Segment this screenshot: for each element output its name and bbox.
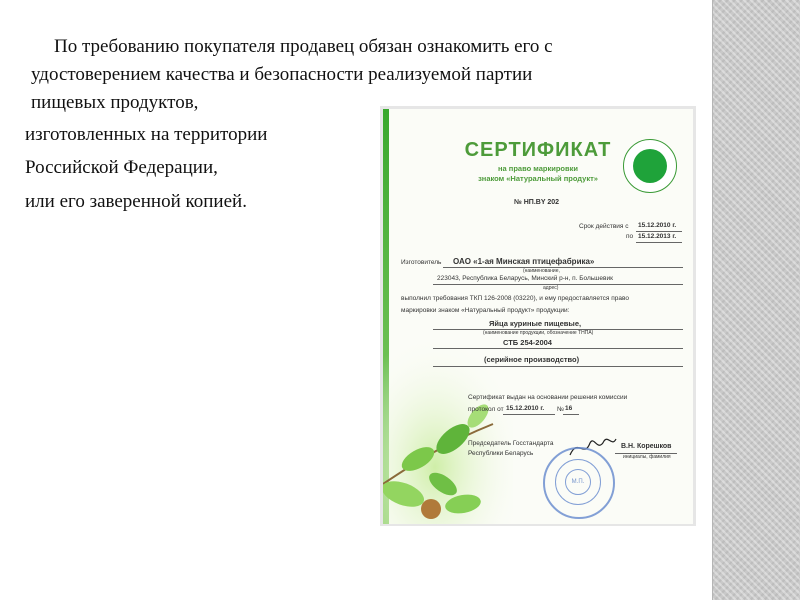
validity-label: Срок действия с (579, 223, 629, 230)
chairman-line-1: Председатель Госстандарта (468, 440, 554, 447)
address-caption: адрес) (543, 285, 559, 291)
protocol-date-underline (503, 414, 555, 415)
certificate-subtitle-2: знаком «Натуральный продукт» (478, 174, 598, 183)
paragraph-line-3: пищевых продуктов, (31, 92, 199, 113)
protocol-label: протокол от (468, 406, 504, 413)
paragraph-line-4: изготовленных на территории (25, 124, 268, 145)
product-standard: СТБ 254-2004 (503, 338, 552, 347)
manufacturer-caption: (наименование, (523, 268, 560, 274)
chairman-caption: инициалы, фамилия (623, 454, 671, 460)
certificate-subtitle-1: на право маркировки (498, 164, 578, 173)
validity-from: 15.12.2010 г. (638, 222, 677, 229)
production-type: (серийное производство) (484, 355, 580, 364)
certificate-image (383, 109, 693, 524)
certificate-title: СЕРТИФИКАТ (464, 139, 612, 161)
validity-to: 15.12.2013 г. (638, 233, 677, 240)
validity-to-underline (636, 242, 682, 243)
product-name: Яйца куриные пищевые, (489, 319, 582, 328)
chairman-name: В.Н. Корешков (621, 443, 672, 450)
stamp-label: М.П. (565, 469, 591, 495)
paragraph-line-2: удостоверением качества и безопасности реализуемой партии (31, 64, 533, 85)
protocol-number-underline (563, 414, 579, 415)
paragraph-line-1: По требованию покупателя продавец обязан ознакомить его с (54, 36, 553, 57)
production-underline (433, 366, 683, 367)
certificate-number: № НП.BY 202 (514, 199, 560, 206)
standard-underline (433, 348, 683, 349)
validity-from-underline (636, 231, 682, 232)
manufacturer-address: 223043, Республика Беларусь, Минский р-н, п. Большевик (437, 275, 613, 282)
requirements-line-1: выполнил требования ТКП 126-2008 (03220), и ему предоставляется право (401, 295, 629, 302)
product-caption: (наименование продукции, обозначение ТНПА) (483, 330, 594, 336)
protocol-date: 15.12.2010 г. (506, 405, 545, 412)
official-stamp (543, 447, 615, 519)
chairman-line-2: Республики Беларусь (468, 450, 534, 457)
protocol-no-label: № (557, 406, 564, 413)
manufacturer-name: ОАО «1-ая Минская птицефабрика» (453, 257, 595, 266)
decorative-side-stripe (712, 0, 800, 600)
basis-line: Сертификат выдан на основании решения комиссии (468, 394, 628, 401)
requirements-line-2: маркировки знаком «Натуральный продукт» продукции: (401, 307, 570, 314)
paragraph-line-6: или его заверенной копией. (25, 191, 247, 212)
validity-to-label: по (626, 233, 634, 240)
protocol-number: 16 (565, 405, 573, 412)
manufacturer-label: Изготовитель (401, 259, 442, 266)
manufacturer-underline (443, 267, 683, 268)
paragraph-line-5: Российской Федерации, (25, 157, 218, 178)
